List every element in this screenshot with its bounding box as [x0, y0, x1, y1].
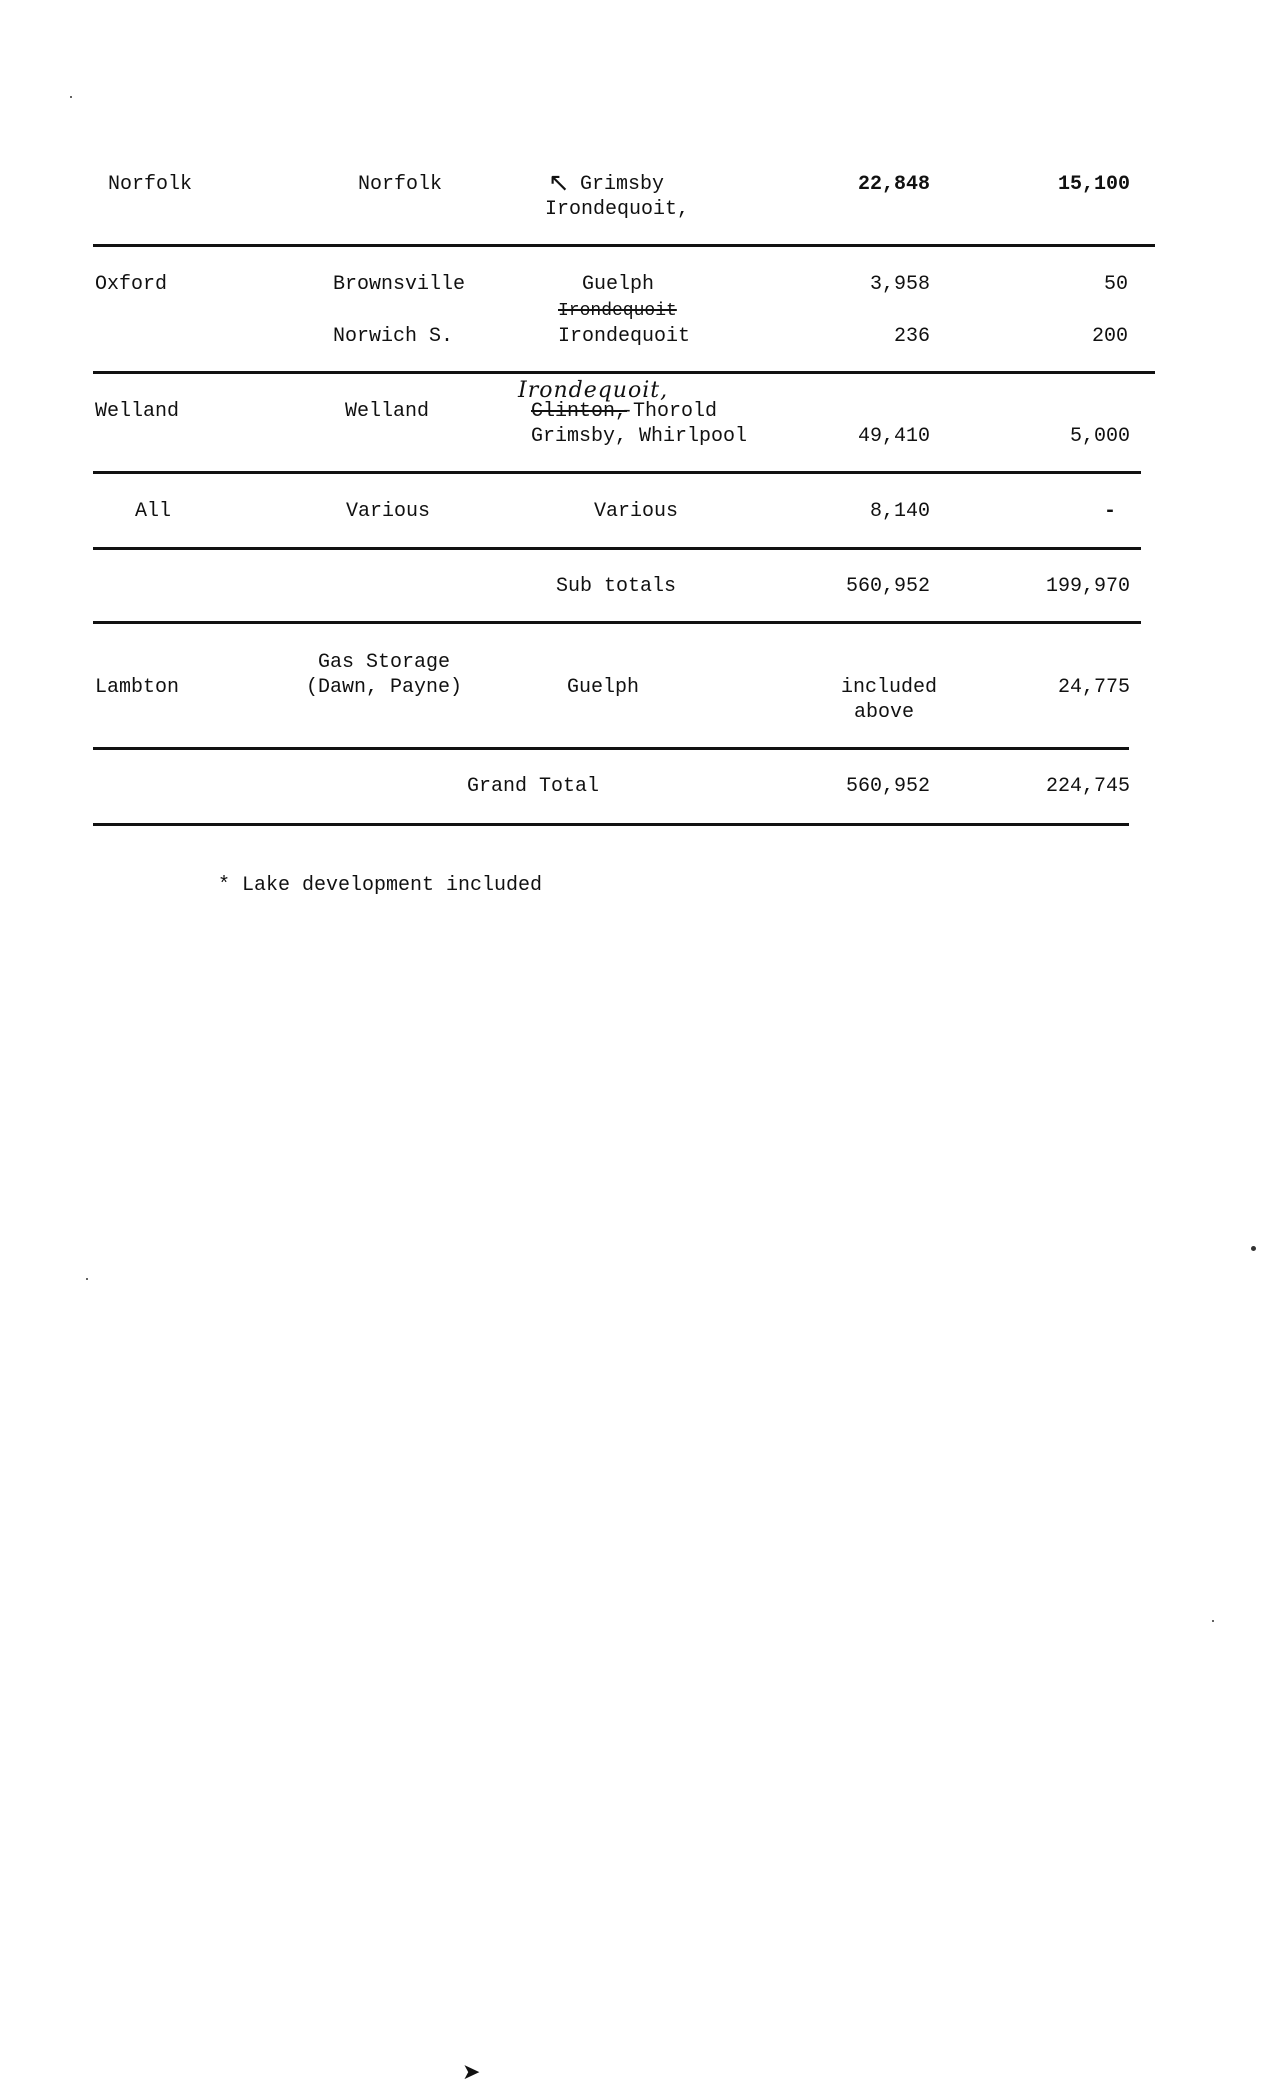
row-divider [93, 244, 1155, 247]
formation-cell: Grimsby [580, 173, 665, 196]
value2-cell: 24,775 [1057, 676, 1130, 699]
row-divider [93, 547, 1141, 550]
value1-cell: included [841, 676, 938, 699]
formation-cell: Guelph [582, 273, 655, 296]
formation-cell: Guelph [567, 676, 640, 699]
formation-cell: Irondequoit, [545, 198, 690, 221]
value1-cell: 22,848 [857, 173, 930, 196]
scan-speck [1212, 1620, 1214, 1622]
struck-formation-cell: Clinton, [531, 400, 628, 423]
value2-cell: 15,100 [1057, 173, 1130, 196]
scan-speck [86, 1278, 88, 1280]
grand-total-value1: 560,952 [845, 775, 930, 798]
caret-mark-icon: ↖ [548, 168, 570, 198]
formation-cell: Various [594, 500, 679, 523]
field-cell: Norwich S. [333, 325, 454, 348]
footnote: * Lake development included [218, 874, 543, 897]
value2-cell: - [1103, 500, 1116, 523]
row-divider [93, 471, 1141, 474]
formation-cell: Grimsby, Whirlpool [531, 425, 748, 448]
value2-cell: 5,000 [1069, 425, 1130, 448]
county-cell: Oxford [95, 273, 168, 296]
county-cell: Welland [95, 400, 180, 423]
value1-cell: above [854, 701, 915, 724]
row-divider [93, 747, 1129, 750]
value1-cell: 8,140 [869, 500, 930, 523]
field-cell: Norfolk [358, 173, 443, 196]
value2-cell: 50 [1103, 273, 1128, 296]
value1-cell: 236 [893, 325, 930, 348]
struck-formation-cell: Irondequoit [558, 301, 677, 321]
value1-cell: 49,410 [857, 425, 930, 448]
county-cell: Norfolk [108, 173, 193, 196]
formation-cell: -Thorold [621, 400, 718, 423]
value2-cell: 200 [1091, 325, 1128, 348]
field-cell: Welland [345, 400, 430, 423]
scan-speck [1251, 1246, 1256, 1251]
grand-total-label: Grand Total [467, 775, 600, 798]
table-bottom-rule [93, 823, 1129, 826]
row-divider [93, 371, 1155, 374]
subtotal-value1: 560,952 [845, 575, 930, 598]
scan-speck [70, 96, 72, 98]
field-cell: Various [346, 500, 431, 523]
field-cell: Gas Storage [318, 651, 451, 674]
arrow-mark-icon: ➤ [462, 2060, 481, 2085]
grand-total-value2: 224,745 [1045, 775, 1130, 798]
field-cell: Brownsville [333, 273, 466, 296]
subtotal-label: Sub totals [556, 575, 677, 598]
subtotal-value2: 199,970 [1045, 575, 1130, 598]
handwritten-formation: Irondequoit, [518, 378, 669, 403]
county-cell: Lambton [95, 676, 180, 699]
value1-cell: 3,958 [869, 273, 930, 296]
formation-cell: Irondequoit [558, 325, 691, 348]
county-cell: All [135, 500, 172, 523]
row-divider [93, 621, 1141, 624]
field-cell: (Dawn, Payne) [306, 676, 463, 699]
